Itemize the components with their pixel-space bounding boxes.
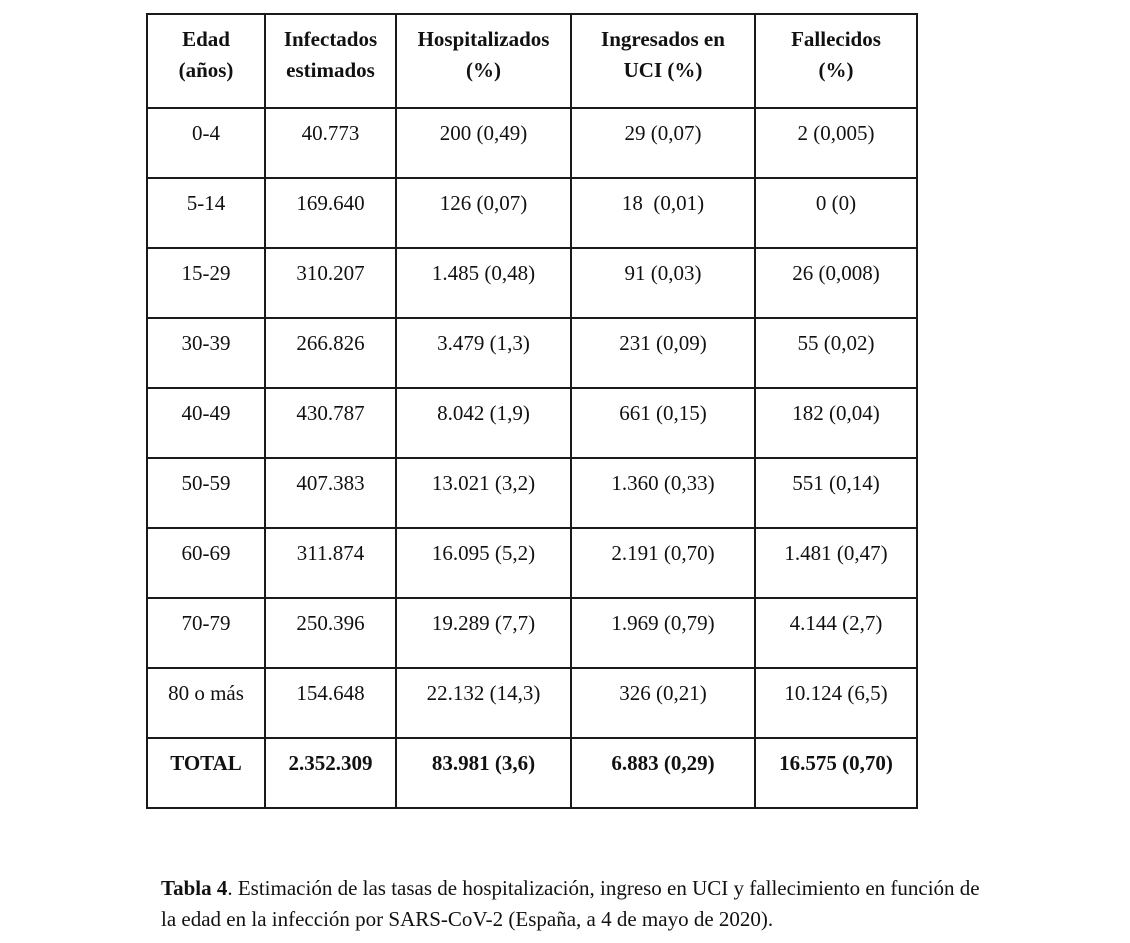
cell-hospitalized: 200 (0,49): [396, 108, 571, 178]
header-deceased: Fallecidos (%): [755, 14, 917, 108]
cell-deceased: 55 (0,02): [755, 318, 917, 388]
table-row: [147, 318, 917, 388]
cell-hospitalized: 19.289 (7,7): [396, 598, 571, 668]
cell-hospitalized: 8.042 (1,9): [396, 388, 571, 458]
data-table: [146, 13, 918, 809]
cell-deceased: 0 (0): [755, 178, 917, 248]
total-deceased: 16.575 (0,70): [755, 738, 917, 808]
table-row: [147, 458, 917, 528]
caption-label: Tabla 4: [161, 876, 228, 900]
cell-deceased: 182 (0,04): [755, 388, 917, 458]
table-row: [147, 248, 917, 318]
cell-deceased: 1.481 (0,47): [755, 528, 917, 598]
cell-age: 60-69: [147, 528, 265, 598]
cell-age: 80 o más: [147, 668, 265, 738]
cell-age: 70-79: [147, 598, 265, 668]
cell-deceased: 26 (0,008): [755, 248, 917, 318]
cell-infected: 169.640: [265, 178, 396, 248]
total-infected: 2.352.309: [265, 738, 396, 808]
total-row: [147, 738, 917, 808]
table-row: [147, 108, 917, 178]
cell-age: 5-14: [147, 178, 265, 248]
cell-infected: 266.826: [265, 318, 396, 388]
cell-hospitalized: 16.095 (5,2): [396, 528, 571, 598]
cell-deceased: 10.124 (6,5): [755, 668, 917, 738]
cell-hospitalized: 126 (0,07): [396, 178, 571, 248]
cell-infected: 407.383: [265, 458, 396, 528]
header-infected: Infectados estimados: [265, 14, 396, 108]
total-label: TOTAL: [147, 738, 265, 808]
cell-icu: 1.969 (0,79): [571, 598, 755, 668]
cell-age: 0-4: [147, 108, 265, 178]
cell-infected: 310.207: [265, 248, 396, 318]
cell-hospitalized: 3.479 (1,3): [396, 318, 571, 388]
total-hospitalized: 83.981 (3,6): [396, 738, 571, 808]
cell-deceased: 4.144 (2,7): [755, 598, 917, 668]
table-row: [147, 668, 917, 738]
cell-icu: 1.360 (0,33): [571, 458, 755, 528]
cell-infected: 430.787: [265, 388, 396, 458]
cell-icu: 18 (0,01): [571, 178, 755, 248]
cell-icu: 29 (0,07): [571, 108, 755, 178]
total-icu: 6.883 (0,29): [571, 738, 755, 808]
cell-hospitalized: 13.021 (3,2): [396, 458, 571, 528]
cell-age: 40-49: [147, 388, 265, 458]
cell-icu: 661 (0,15): [571, 388, 755, 458]
cell-age: 30-39: [147, 318, 265, 388]
cell-hospitalized: 22.132 (14,3): [396, 668, 571, 738]
cell-deceased: 2 (0,005): [755, 108, 917, 178]
header-icu: Ingresados en UCI (%): [571, 14, 755, 108]
cell-age: 15-29: [147, 248, 265, 318]
cell-icu: 2.191 (0,70): [571, 528, 755, 598]
cell-age: 50-59: [147, 458, 265, 528]
header-age: Edad (años): [147, 14, 265, 108]
cell-infected: 40.773: [265, 108, 396, 178]
table-row: [147, 178, 917, 248]
table-caption: [161, 873, 981, 935]
table-row: [147, 388, 917, 458]
header-row: [147, 14, 917, 108]
table-row: [147, 528, 917, 598]
caption-text: . Estimación de las tasas de hospitalización, ingreso en UCI y fallecimiento en función de la edad en la infección por SARS-CoV-2 (España, a 4 de mayo de 2020).: [161, 876, 980, 931]
cell-infected: 311.874: [265, 528, 396, 598]
table-row: [147, 598, 917, 668]
cell-hospitalized: 1.485 (0,48): [396, 248, 571, 318]
header-hospitalized: Hospitalizados (%): [396, 14, 571, 108]
cell-icu: 326 (0,21): [571, 668, 755, 738]
cell-infected: 154.648: [265, 668, 396, 738]
cell-icu: 231 (0,09): [571, 318, 755, 388]
cell-infected: 250.396: [265, 598, 396, 668]
cell-deceased: 551 (0,14): [755, 458, 917, 528]
cell-icu: 91 (0,03): [571, 248, 755, 318]
